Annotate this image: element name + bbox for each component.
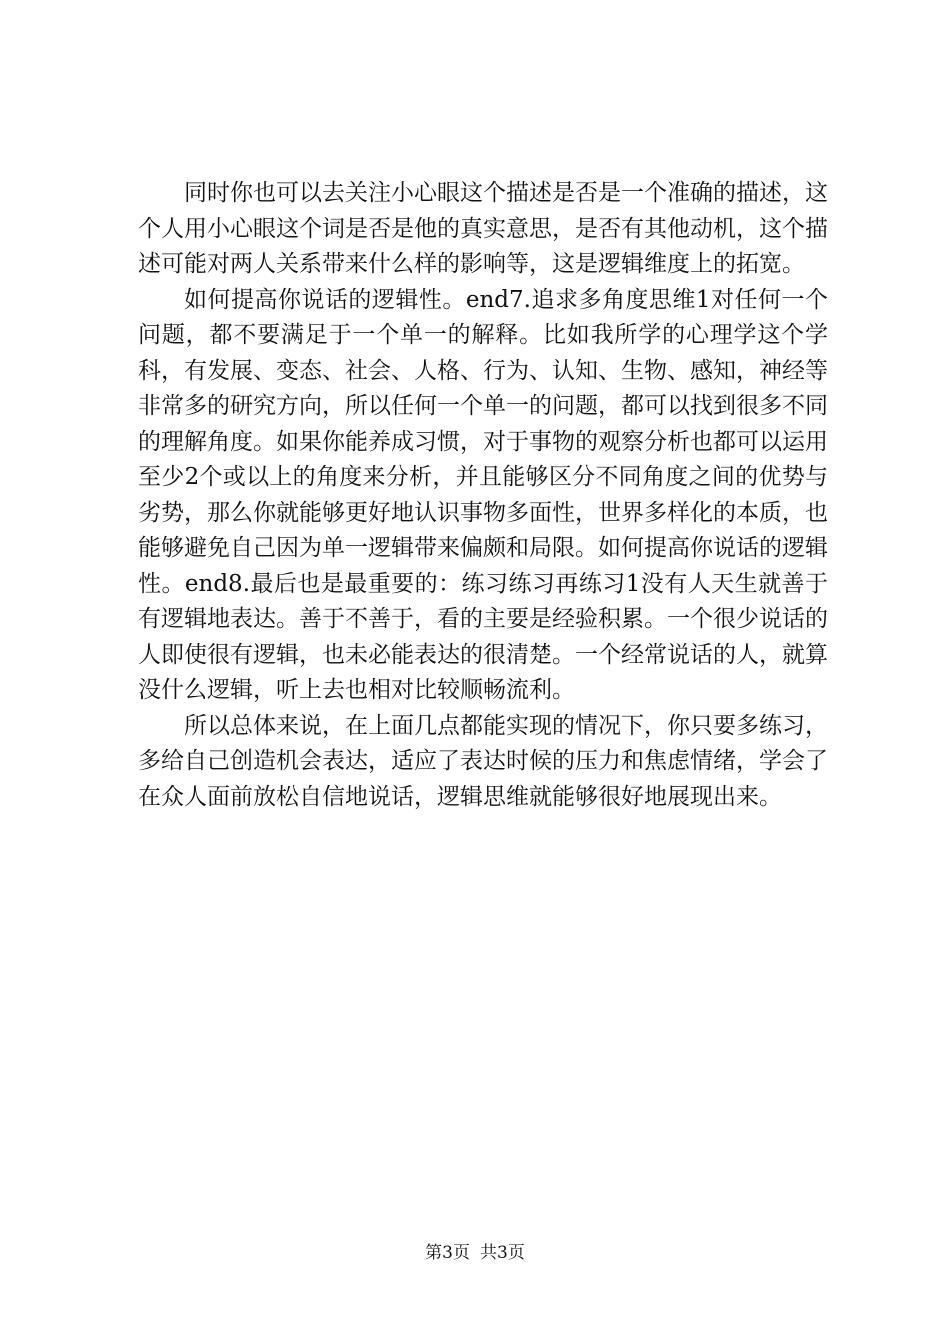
document-body <box>138 176 828 815</box>
page-number: 第3页 <box>425 1243 470 1263</box>
paragraph-2: 如何提高你说话的逻辑性。end7.追求多角度思维1对任何一个问题，都不要满足于一个单一的解释。比如我所学的心理学这个学科，有发展、变态、社会、人格、行为、认知、生物、感知，神经等非常多的研究方向，所以任何一个单一的问题，都可以找到很多不同的理解角度。如果你能养成习惯，对于事物的观察分析也都可以运用至少2个或以上的角度来分析，并且能够区分不同角度之间的优势与劣势，那么你就能够更好地认识事物多面性，世界多样化的本质，也能够避免自己因为单一逻辑带来偏颇和局限。如何提高你说话的逻辑性。end8.最后也是最重要的：练习练习再练习1没有人天生就善于有逻辑地表达。善于不善于，看的主要是经验积累。一个很少说话的人即使很有逻辑，也未必能表达的很清楚。一个经常说话的人，就算没什么逻辑，听上去也相对比较顺畅流利。 <box>138 286 828 703</box>
paragraph-1: 同时你也可以去关注小心眼这个描述是否是一个准确的描述，这个人用小心眼这个词是否是他的真实意思，是否有其他动机，这个描述可能对两人关系带来什么样的影响等，这是逻辑维度上的拓宽。 <box>138 180 828 277</box>
paragraph-3: 所以总体来说，在上面几点都能实现的情况下，你只要多练习，多给自己创造机会表达，适应了表达时候的压力和焦虑情绪，学会了在众人面前放松自信地说话，逻辑思维就能够很好地展现出来。 <box>138 712 828 810</box>
page-footer <box>0 1242 950 1264</box>
page-total: 共3页 <box>480 1243 525 1263</box>
